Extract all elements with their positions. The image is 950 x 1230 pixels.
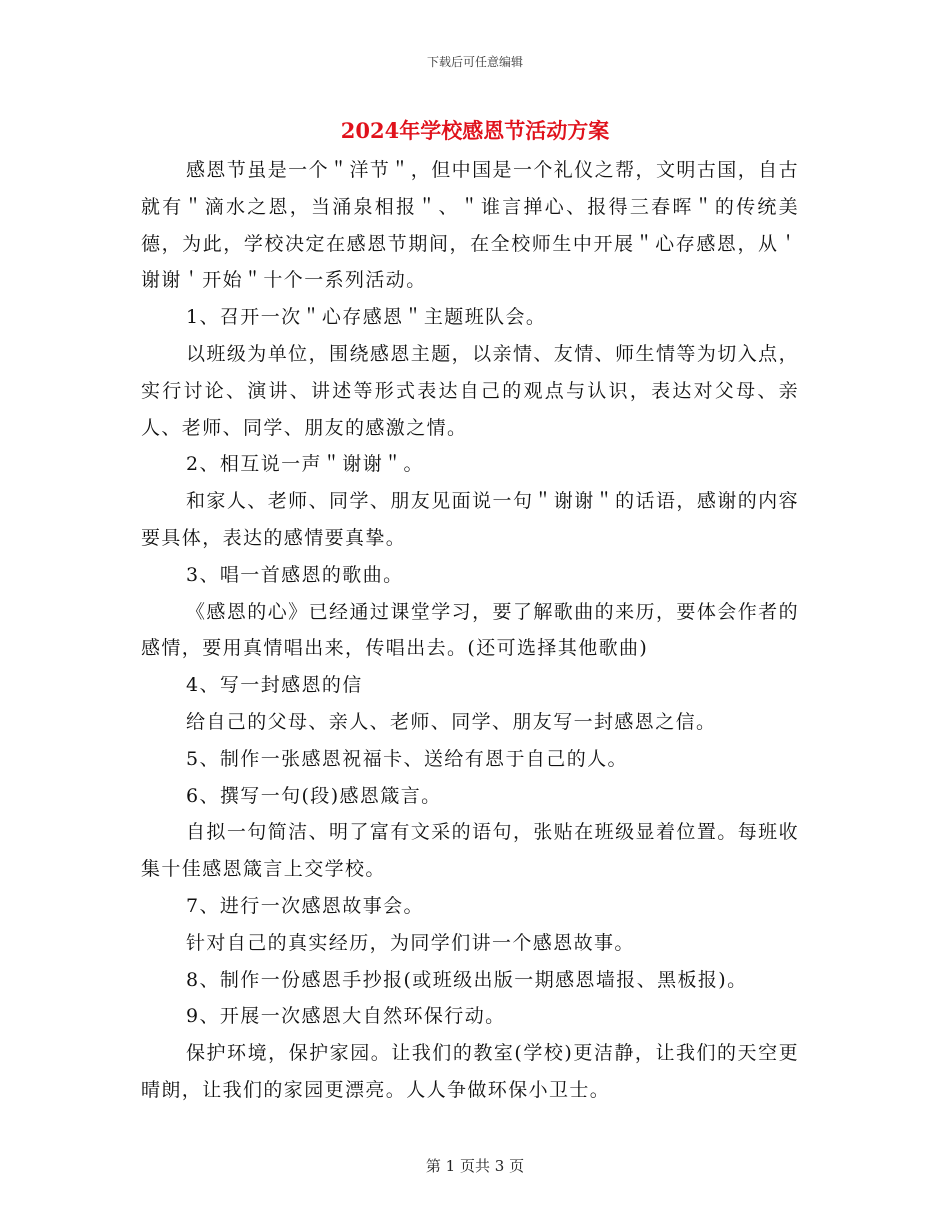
activity-detail-3: 《感恩的心》已经通过课堂学习，要了解歌曲的来历，要体会作者的感情，要用真情唱出来，传唱出去。(还可选择其他歌曲) <box>141 600 799 660</box>
activity-heading-9: 9、开展一次感恩大自然环保行动。 <box>186 1005 506 1028</box>
activity-detail-1: 以班级为单位，围绕感恩主题，以亲情、友情、师生情等为切入点，实行讨论、演讲、讲述等形式表达自己的观点与认识，表达对父母、亲人、老师、同学、朋友的感激之情。 <box>141 342 799 439</box>
activity-heading-5: 5、制作一张感恩祝福卡、送给有恩于自己的人。 <box>186 747 628 770</box>
page-number: 第 1 页共 3 页 <box>425 1157 525 1175</box>
activity-detail-7: 针对自己的真实经历，为同学们讲一个感恩故事。 <box>186 931 635 954</box>
activity-heading-3: 3、唱一首感恩的歌曲。 <box>186 563 404 586</box>
activity-heading-8: 8、制作一份感恩手抄报(或班级出版一期感恩墙报、黑板报)。 <box>186 968 748 991</box>
intro-paragraph: 感恩节虽是一个＂洋节＂，但中国是一个礼仪之帮，文明古国，自古就有＂滴水之恩，当涌泉相报＂、＂谁言掸心、报得三春晖＂的传统美德，为此，学校决定在感恩节期间，在全校师生中开展＂心存感恩，从＇谢谢＇开始＂十个一系列活动。 <box>141 159 799 292</box>
header-note: 下载后可任意编辑 <box>426 55 523 69</box>
activity-detail-2: 和家人、老师、同学、朋友见面说一句＂谢谢＂的话语，感谢的内容要具体，表达的感情要真挚。 <box>141 490 799 549</box>
activity-detail-9: 保护环境，保护家园。让我们的教室(学校)更洁静，让我们的天空更晴朗，让我们的家园更漂亮。人人争做环保小卫士。 <box>141 1042 799 1101</box>
document-title: 2024年学校感恩节活动方案 <box>340 118 610 143</box>
activity-heading-4: 4、写一封感恩的信 <box>186 674 363 697</box>
activity-heading-2: 2、相互说一声＂谢谢＂。 <box>186 453 424 476</box>
activity-detail-6: 自拟一句简洁、明了富有文采的语句，张贴在班级显着位置。每班收集十佳感恩箴言上交学校。 <box>141 821 799 881</box>
activity-detail-4: 给自己的父母、亲人、老师、同学、朋友写一封感恩之信。 <box>186 710 717 733</box>
activity-heading-1: 1、召开一次＂心存感恩＂主题班队会。 <box>186 306 547 329</box>
activity-heading-6: 6、撰写一句(段)感恩箴言。 <box>186 784 442 807</box>
document-body <box>141 152 799 1109</box>
activity-heading-7: 7、进行一次感恩故事会。 <box>186 894 424 917</box>
